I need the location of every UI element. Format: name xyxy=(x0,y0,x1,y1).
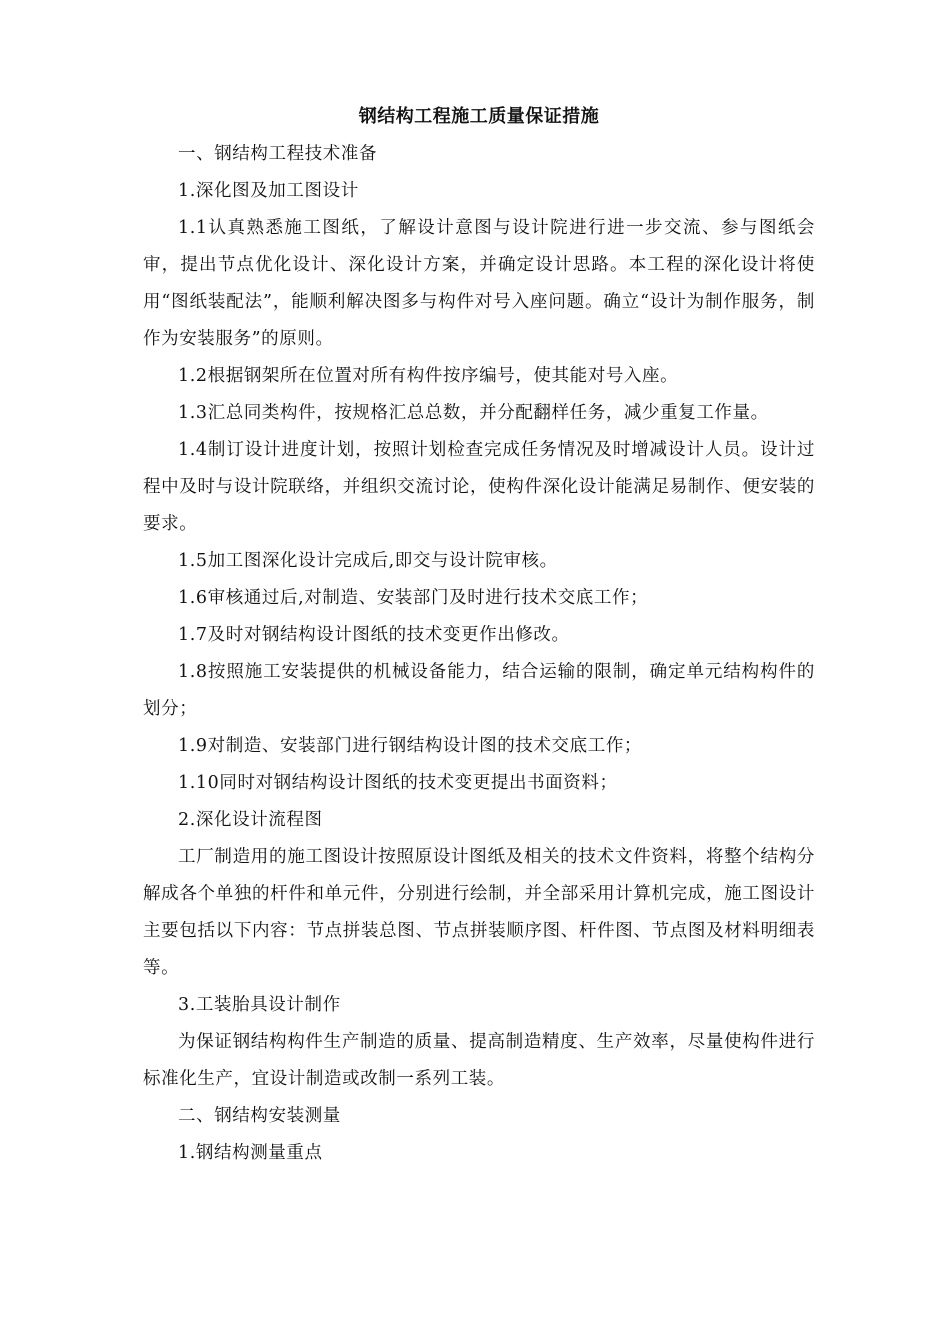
paragraph-design-flow: 工厂制造用的施工图设计按照原设计图纸及相关的技术文件资料，将整个结构分解成各个单独的杆件和单元件，分别进行绘制，并全部采用计算机完成，施工图设计主要包括以下内容：节点拼装总图、节点拼装顺序图、杆件图、节点图及材料明细表等。 xyxy=(143,847,815,978)
paragraph-1-5: 1.5加工图深化设计完成后,即交与设计院审核。 xyxy=(178,551,558,571)
document-page xyxy=(143,98,815,1172)
paragraph-1-7: 1.7及时对钢结构设计图纸的技术变更作出修改。 xyxy=(178,625,570,645)
paragraph-tooling: 为保证钢结构构件生产制造的质量、提高制造精度、生产效率，尽量使构件进行标准化生产，宜设计制造或改制一系列工装。 xyxy=(143,1032,815,1089)
subsection-heading-2-1: 1.钢结构测量重点 xyxy=(178,1143,323,1163)
subsection-heading-1-2: 2.深化设计流程图 xyxy=(178,810,323,830)
paragraph-1-3: 1.3汇总同类构件，按规格汇总总数，并分配翻样任务，减少重复工作量。 xyxy=(178,403,769,423)
paragraph-1-6: 1.6审核通过后,对制造、安装部门及时进行技术交底工作； xyxy=(178,588,649,608)
paragraph-1-4: 1.4制订设计进度计划，按照计划检查完成任务情况及时增减设计人员。设计过程中及时与设计院联络，并组织交流讨论，使构件深化设计能满足易制作、便安装的要求。 xyxy=(143,440,815,534)
paragraph-1-1: 1.1认真熟悉施工图纸，了解设计意图与设计院进行进一步交流、参与图纸会审，提出节点优化设计、深化设计方案，并确定设计思路。本工程的深化设计将使用“图纸装配法”，能顺利解决图多与构件对号入座问题。确立“设计为制作服务，制作为安装服务”的原则。 xyxy=(143,218,815,349)
subsection-heading-1-3: 3.工装胎具设计制作 xyxy=(178,995,341,1015)
document-title: 钢结构工程施工质量保证措施 xyxy=(358,106,600,127)
paragraph-1-2: 1.2根据钢架所在位置对所有构件按序编号，使其能对号入座。 xyxy=(178,366,679,386)
section-heading-1: 一、钢结构工程技术准备 xyxy=(178,144,378,164)
paragraph-1-10: 1.10同时对钢结构设计图纸的技术变更提出书面资料； xyxy=(178,773,618,793)
section-heading-2: 二、钢结构安装测量 xyxy=(178,1106,341,1126)
subsection-heading-1-1: 1.深化图及加工图设计 xyxy=(178,181,359,201)
paragraph-1-8: 1.8按照施工安装提供的机械设备能力，结合运输的限制，确定单元结构构件的划分； xyxy=(143,662,815,719)
paragraph-1-9: 1.9对制造、安装部门进行钢结构设计图的技术交底工作； xyxy=(178,736,643,756)
